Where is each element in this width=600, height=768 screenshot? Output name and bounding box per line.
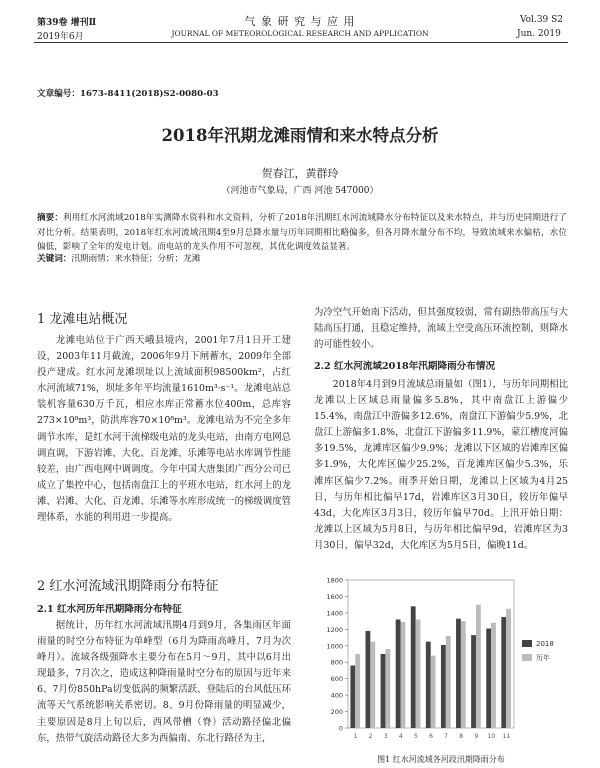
abstract-label: 摘要： [37, 213, 64, 223]
authors: 贺春江，黄群玲 [261, 167, 339, 180]
paper-title: 2018年汛期龙滩雨情和来水特点分析 [161, 126, 439, 145]
y-tick-label: 400 [330, 691, 343, 700]
x-tick-label: 3 [383, 733, 388, 740]
legend-swatch-2018 [522, 640, 532, 647]
section-2-1-heading: 2.1 红水河历年汛期降雨分布特征 [37, 604, 182, 615]
bar-2018-10 [486, 629, 491, 728]
keywords-label: 关键词： [37, 254, 72, 264]
y-tick-label: 0 [338, 724, 343, 733]
y-tick-label: 1400 [326, 609, 343, 618]
legend-label-历年: 历年 [536, 654, 550, 662]
section-2-2-paragraph: 2018年4月到9月流域总雨量如（图1），与历年同期相比龙滩以上区域总雨量偏多5.8%，其中南盘江上游偏少15.4%，南盘江中游偏多12.6%，南盘江下游偏少5.9%，北盘江上游偏多1.8%，北盘江下游偏多11.9%，蒙江槽度河偏多19.5%，龙滩库区偏少9.9%；龙滩以下区域的岩滩库区偏多1.9%，大化库区偏少25.2%，百龙滩库区偏少5.3%，乐滩库区偏少7.2%。雨季开始日期，龙滩以上区域为4月25日，与历年相比偏早17d，岩滩库区3月30日，较历年偏早43d，大化库区3月3日，较历年偏早70d。上汛开始日期：龙滩以上区域为5月8日，与历年相比偏早9d，岩滩库区为3月30日，偏早32d，大化库区为5月5日，偏晚11d。 [314, 379, 568, 551]
keywords-text: 汛期雨情；来水特征；分析；龙滩 [71, 254, 201, 264]
header-volume-en: Vol.39 S2 [520, 15, 564, 25]
y-tick-label: 1200 [326, 625, 343, 634]
figure-1-chart [318, 574, 564, 744]
bar-2018-2 [366, 631, 371, 728]
x-tick-label: 5 [413, 733, 418, 740]
y-tick-label: 1000 [326, 642, 343, 651]
bar-2018-3 [381, 654, 386, 728]
bar-2018-6 [426, 642, 431, 728]
section-2-1-paragraph: 据统计，历年红水河流域汛期4月到9月，各集雨区年面雨量的时空分布特征为单峰型（6月为降雨高峰月，7月为次峰月）。流域各级强降水主要分布在5月～9月，其中以6月出现最多，7月次之，造成这种降雨量时空分布的原因与近年来6、7月份850hPa切变低涡的频繁活跃、登陆后的台风低压环流等天气系统影响关系密切。8、9月份降雨量的明显减少，主要原因是8月上旬以后，西风带槽（脊）活动路径偏北偏东，热带气旋活动路径大多为西偏南、东北行路径为主， [37, 620, 291, 744]
header-date-cn: 2019年6月 [37, 32, 84, 42]
section-1-paragraph: 龙滩电站位于广西天峨县境内，2001年7月1日开工建设，2003年11月截流，2006年9月下闸蓄水，2009年全部投产建成。红水河龙滩坝址以上流域面积98500km²，占红水河流域71%，坝址多年平均流量1610m³·s⁻¹。龙滩电站总装机容量630万千瓦，相应水库正常蓄水位400m，总库容273×10⁸m³，防洪库容70×10⁸m³。龙滩电站为不完全多年调节水库，是红水河干流梯级电站的龙头电站，由南方电网总调直调，下游岩滩、大化、百龙滩、乐滩等电站水库调节性能较差，由广西电网中调调度。今年中国大唐集团广西分公司已成立了集控中心，包括南盘江上的平班水电站，红水河上的龙滩、岩滩、大化、百龙滩、乐滩等水库形成统一的梯级调度管理体系，水能的利用进一步提高。 [37, 335, 291, 524]
keywords [37, 252, 567, 264]
article-id: 文章编号：1673-8411(2018)S2-0080-03 [37, 89, 219, 99]
header-journal-cn: 气 象 研 究 与 应 用 [244, 15, 356, 28]
bar-历年-11 [506, 609, 511, 728]
header-journal-en: JOURNAL OF METEOROLOGICAL RESEARCH AND APPLICATION [171, 29, 429, 38]
bar-历年-7 [446, 636, 451, 728]
bar-历年-3 [385, 649, 390, 728]
x-tick-label: 2 [368, 733, 373, 740]
x-tick-label: 8 [459, 733, 464, 740]
bar-历年-2 [370, 642, 375, 728]
bar-历年-10 [491, 623, 496, 728]
legend-swatch-历年 [522, 654, 532, 661]
bar-历年-6 [431, 656, 436, 728]
x-tick-label: 1 [353, 733, 358, 740]
section-2-1-continued: 为冷空气开始南下活动，但其强度较弱，常有副热带高压与大陆高压打通，且稳定维持，流域上空受高压环流控制，则降水的可能性较小。 [314, 307, 568, 351]
bar-2018-5 [411, 606, 416, 728]
bar-2018-7 [441, 645, 446, 728]
x-tick-label: 4 [398, 733, 403, 740]
bar-历年-8 [461, 621, 466, 728]
section-2-2-heading: 2.2 红水河流域2018年汛期降雨分布情况 [314, 361, 496, 372]
header-date-en: Jun. 2019 [517, 29, 561, 39]
bar-历年-1 [355, 654, 360, 728]
bar-2018-9 [471, 635, 476, 728]
y-tick-label: 800 [330, 658, 343, 667]
bar-2018-8 [456, 619, 461, 728]
x-tick-label: 11 [502, 733, 511, 740]
abstract-text: 利用红水河流域2018年实测降水资料和水文资料，分析了2018年汛期红水河流域降水分布特征以及来水特点，并与历史同期进行了对比分析。结果表明，2018年红水河流域汛期4至9月总降水量与历年同期相比略偏多，但各月降水量分布不均，导致流域来水偏枯，水位偏低，影响了全年的发电计划。而电站的龙头作用不可忽视，其优化调度效益显著。 [37, 213, 567, 252]
x-tick-label: 6 [429, 733, 433, 740]
section-1-heading: 1 龙滩电站概况 [37, 312, 128, 327]
y-tick-label: 1800 [326, 576, 343, 585]
x-tick-label: 10 [487, 733, 496, 740]
legend-label-2018: 2018 [536, 640, 554, 648]
bar-历年-5 [416, 619, 421, 728]
y-tick-label: 1600 [326, 592, 343, 601]
abstract [37, 211, 567, 255]
affiliation: （河池市气象局，广西 河池 547000） [221, 186, 379, 196]
header-rule [34, 42, 568, 43]
bar-2018-1 [350, 666, 355, 728]
y-tick-label: 200 [330, 708, 343, 717]
bar-历年-9 [476, 605, 481, 728]
x-tick-label: 7 [444, 733, 449, 740]
y-tick-label: 600 [330, 675, 343, 684]
header-volume: 第39卷 增刊Ⅱ [37, 18, 97, 28]
bar-2018-11 [501, 617, 506, 728]
x-tick-label: 9 [474, 733, 479, 740]
bar-2018-4 [396, 619, 401, 728]
figure-1-caption: 图1 红水河流域各河段汛期降雨分布 [377, 755, 505, 764]
bar-历年-4 [401, 622, 406, 728]
section-2-heading: 2 红水河流域汛期降雨分布特征 [37, 579, 219, 594]
